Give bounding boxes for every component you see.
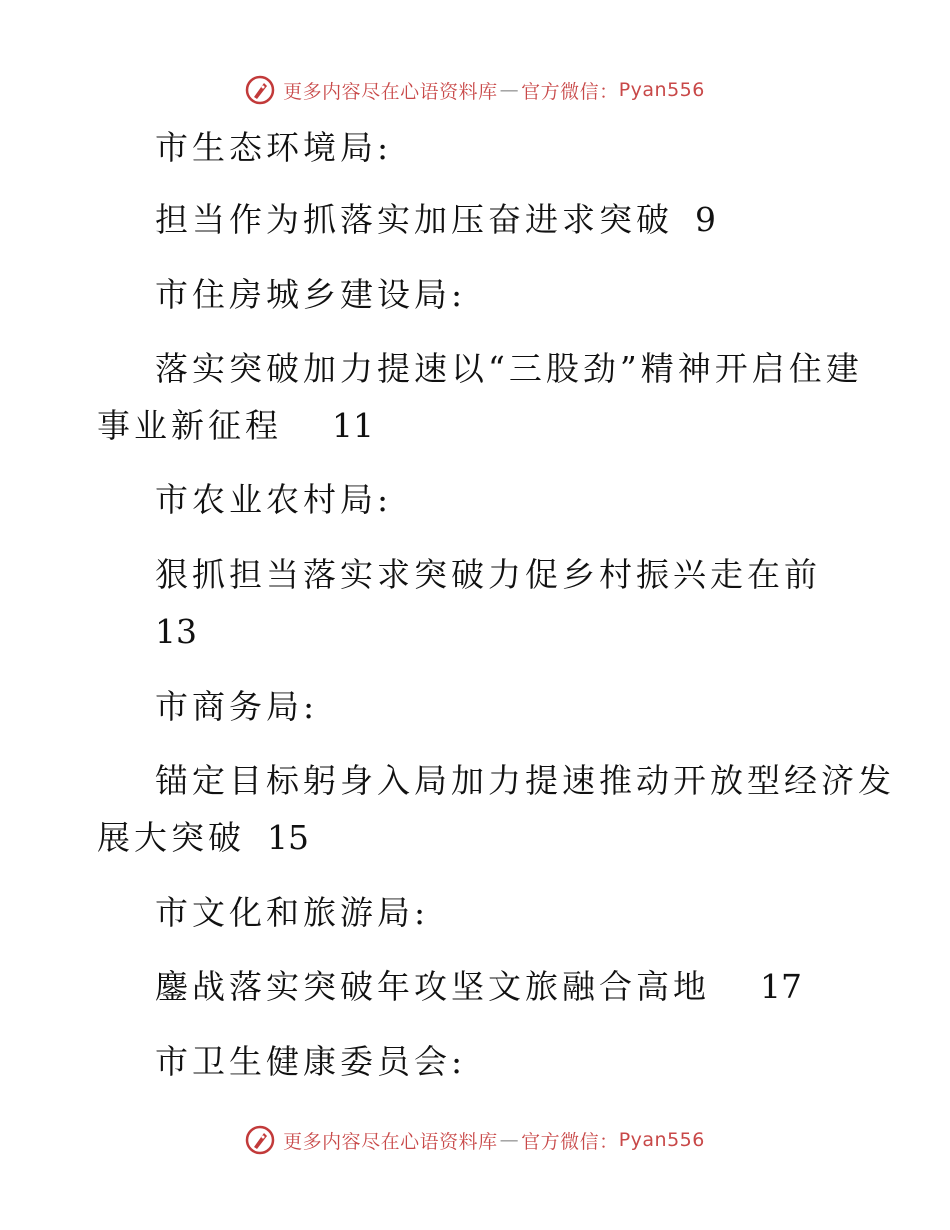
watermark-text: 更多内容尽在心语资料库: [283, 1130, 498, 1153]
watermark-label: 官方微信：: [521, 80, 619, 103]
toc-entry-continuation[interactable]: [155, 612, 197, 652]
toc-heading: 市文化和旅游局:: [155, 893, 430, 932]
toc-heading: 市农业农村局:: [155, 480, 393, 519]
toc-heading: 市商务局:: [155, 687, 319, 726]
watermark-label: 官方微信：: [521, 1130, 619, 1153]
toc-heading: 市卫生健康委员会:: [155, 1042, 467, 1081]
pen-nib-logo-icon: [245, 1125, 275, 1155]
toc-entry-continuation[interactable]: 事业新征程 11: [97, 406, 374, 445]
toc-page-number: 11: [332, 406, 374, 445]
toc-entry[interactable]: 担当作为抓落实加压奋进求突破 9: [155, 200, 716, 239]
toc-heading: 市生态环境局:: [155, 128, 393, 167]
toc-page-number: 15: [267, 818, 309, 857]
toc-entry[interactable]: 落实突破加力提速以“三股劲”精神开启住建: [155, 349, 863, 388]
watermark-separator: —: [499, 79, 520, 101]
watermark-brand: Pyan556: [618, 1129, 705, 1151]
watermark-separator: —: [499, 1129, 520, 1151]
toc-page-number: 17: [760, 967, 802, 1006]
toc-heading: 市住房城乡建设局:: [155, 275, 467, 314]
toc-entry-continuation[interactable]: 展大突破 15: [97, 818, 309, 857]
footer-watermark: [0, 1120, 950, 1160]
watermark-brand: Pyan556: [618, 79, 705, 101]
toc-entry[interactable]: 鏖战落实突破年攻坚文旅融合高地 17: [155, 967, 802, 1006]
toc-page-number: 13: [155, 612, 197, 651]
toc-entry[interactable]: 狠抓担当落实求突破力促乡村振兴走在前: [155, 555, 821, 594]
toc-page-number: 9: [695, 200, 716, 239]
toc-entry[interactable]: 锚定目标躬身入局加力提速推动开放型经济发: [155, 761, 895, 800]
watermark-text: 更多内容尽在心语资料库: [283, 80, 498, 103]
